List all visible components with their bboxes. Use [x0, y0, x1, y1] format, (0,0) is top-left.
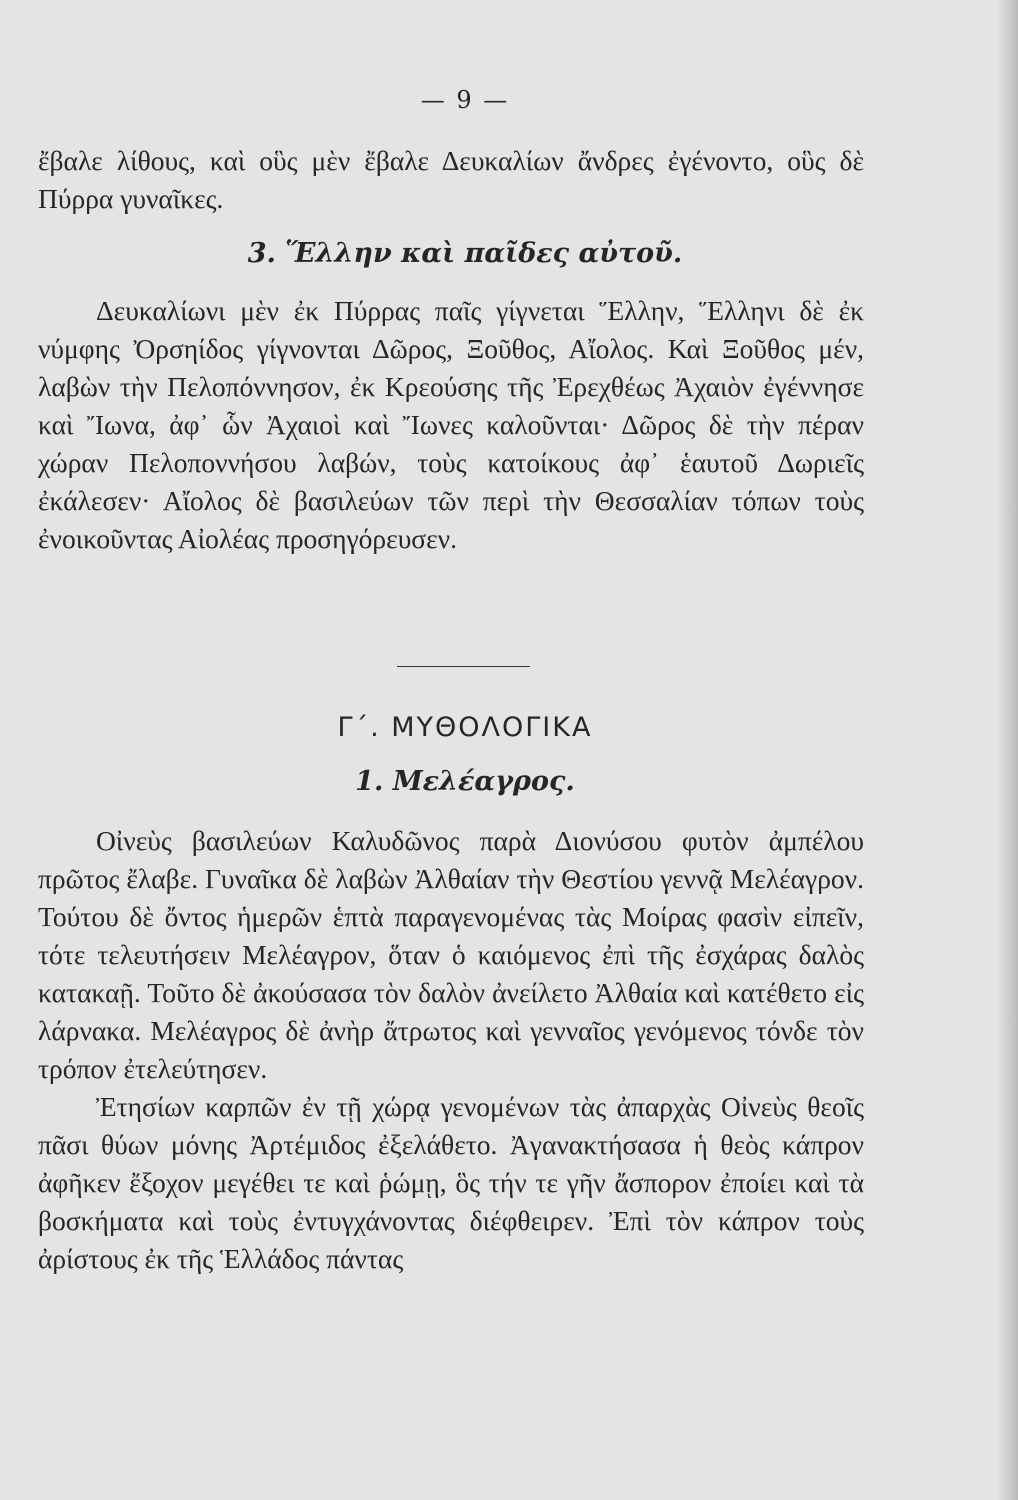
paragraph-meleager-text-1: Οἰνεὺς βασιλεύων Καλυδῶνος παρὰ Διονύσου φυτὸν ἀμπέλου πρῶτος ἔλαβε. Γυναῖκα δὲ λαβὼν Ἀλθαίαν τὴν Θεστίου γεννᾷ Μελέαγρον. Τούτου δὲ ὄντος ἡμερῶν ἑπτὰ παραγενομένας τὰς Μοίρας φασὶν εἰπεῖν, τότε τελευτήσειν Μελέαγρον, ὅταν ὁ καιόμενος ἐπὶ τῆς ἐσχάρας δαλὸς κατακαῇ. Τοῦτο δὲ ἀκούσασα τὸν δαλὸν ἀνείλετο Ἀλθαία καὶ κατέθετο εἰς λάρνακα. Μελέαγρος δὲ ἀνὴρ ἄτρωτος καὶ γενναῖος γενόμενος τόνδε τὸν τρόπον ἐτελεύτησεν.: [38, 825, 864, 1084]
paragraph-top: [38, 142, 864, 218]
heading-hellen: 3. Ἕλλην καὶ παῖδες αὐτοῦ.: [247, 238, 683, 269]
section-title: Γ΄. ΜΥΘΟΛΟΓΙΚΑ: [337, 712, 593, 743]
page-edge-shadow: [996, 0, 1018, 1500]
paragraph-hellen: [38, 292, 864, 558]
paragraph-top-text: ἔβαλε λίθους, καὶ οὓς μὲν ἔβαλε Δευκαλίων ἄνδρες ἐγένοντο, οὓς δὲ Πύρρα γυναῖκες.: [38, 145, 864, 214]
section-divider: [397, 666, 530, 667]
paragraph-meleager-text-2: Ἐτησίων καρπῶν ἐν τῇ χώρᾳ γενομένων τὰς ἀπαρχὰς Οἰνεὺς θεοῖς πᾶσι θύων μόνης Ἀρτέμιδος ἐξελάθετο. Ἀγανακτήσασα ἡ θεὸς κάπρον ἀφῆκεν ἔξοχον μεγέθει τε καὶ ῥώμῃ, ὃς τήν τε γῆν ἄσπορον ἐποίει καὶ τὰ βοσκήματα καὶ τοὺς ἐντυγχάνοντας διέφθειρεν. Ἐπὶ τὸν κάπρον τοὺς ἀρίστους ἐκ τῆς Ἑλλάδος πάντας: [38, 1091, 864, 1274]
paragraph-hellen-text: Δευκαλίωνι μὲν ἐκ Πύρρας παῖς γίγνεται Ἕλλην, Ἕλληνι δὲ ἐκ νύμφης Ὀρσηίδος γίγνονται Δῶρος, Ξοῦθος, Αἴολος. Καὶ Ξοῦθος μέν, λαβὼν τὴν Πελοπόννησον, ἐκ Κρεούσης τῆς Ἐρεχθέως Ἀχαιὸν ἐγέννησε καὶ Ἴωνα, ἀφ᾽ ὧν Ἀχαιοὶ καὶ Ἴωνες καλοῦνται· Δῶρος δὲ τὴν πέραν χώραν Πελοποννήσου λαβών, τοὺς κατοίκους ἀφ᾽ ἑαυτοῦ Δωριεῖς ἐκάλεσεν· Αἴολος δὲ βασιλεύων τῶν περὶ τὴν Θεσσαλίαν τόπων τοὺς ἐνοικοῦντας Αἰολέας προσηγόρευσεν.: [38, 295, 864, 554]
page-number: — 9 —: [420, 86, 510, 114]
heading-meleager: 1. Μελέαγρος.: [355, 766, 575, 797]
paragraph-meleager: [38, 822, 864, 1278]
